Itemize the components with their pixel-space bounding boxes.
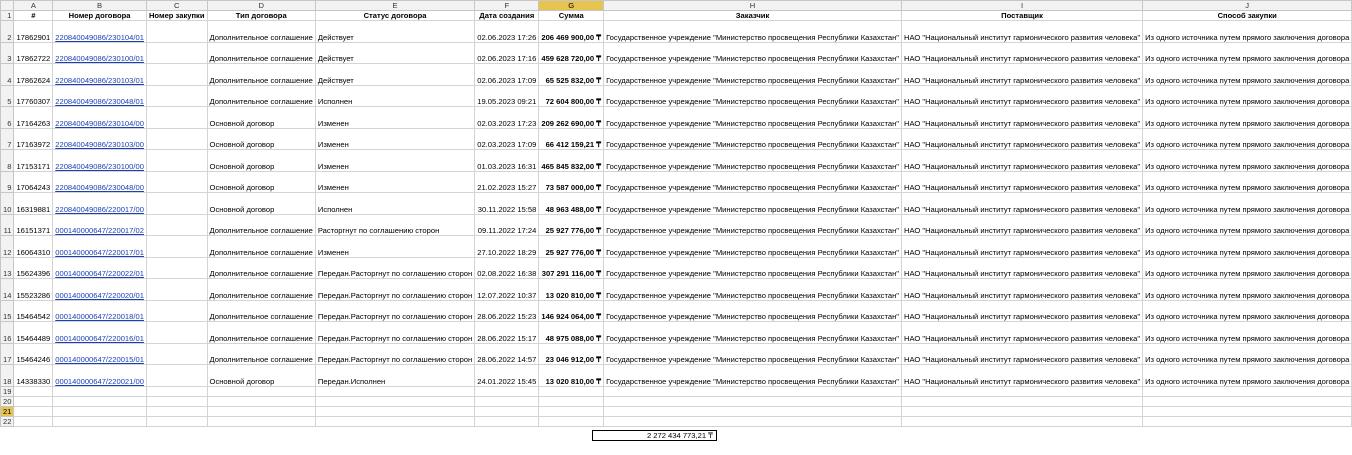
empty-cell[interactable] [1143, 406, 1352, 416]
contract-type-cell[interactable]: Основной договор [207, 193, 315, 215]
table-row [1, 300, 1352, 322]
empty-cell[interactable] [901, 416, 1142, 426]
empty-row [1, 416, 1352, 426]
header-cell[interactable]: Дата создания [475, 11, 539, 21]
supplier-cell[interactable]: НАО "Национальный институт гармонического развития человека" [901, 257, 1142, 279]
contract-type-cell[interactable]: Дополнительное соглашение [207, 214, 315, 236]
column-header-a[interactable]: A [14, 1, 53, 11]
empty-cell[interactable] [604, 386, 902, 396]
id-cell[interactable]: 16319881 [14, 193, 53, 215]
header-cell[interactable]: Поставщик [901, 11, 1142, 21]
header-cell[interactable]: Способ закупки [1143, 11, 1352, 21]
id-cell[interactable]: 15464542 [14, 300, 53, 322]
empty-cell[interactable] [475, 386, 539, 396]
sum-cell[interactable]: 13 020 810,00 ₸ [539, 279, 604, 301]
contract-type-cell[interactable]: Основной договор [207, 365, 315, 387]
empty-cell[interactable] [604, 416, 902, 426]
created-date-cell[interactable]: 30.11.2022 15:58 [475, 193, 539, 215]
procurement-method-cell[interactable]: Из одного источника путем прямого заключения договора [1143, 42, 1352, 64]
id-cell[interactable]: 15464489 [14, 322, 53, 344]
sum-cell[interactable]: 48 963 488,00 ₸ [539, 193, 604, 215]
column-header-e[interactable]: E [315, 1, 474, 11]
supplier-cell[interactable]: НАО "Национальный институт гармонического развития человека" [901, 128, 1142, 150]
header-cell[interactable]: Сумма [539, 11, 604, 21]
created-date-cell[interactable]: 27.10.2022 18:29 [475, 236, 539, 258]
customer-cell[interactable]: Государственное учреждение "Министерство просвещения Республики Казахстан" [604, 21, 902, 43]
row-header[interactable]: 11 [1, 214, 14, 236]
contract-type-cell[interactable]: Основной договор [207, 128, 315, 150]
table-row [1, 171, 1352, 193]
column-header-c[interactable]: C [146, 1, 207, 11]
contract-number-link[interactable]: 220840049086/220017/00 [53, 193, 147, 215]
empty-cell[interactable] [1143, 386, 1352, 396]
contract-status-cell[interactable]: Передан.Расторгнут по соглашению сторон [315, 300, 474, 322]
sum-cell[interactable]: 25 927 776,00 ₸ [539, 214, 604, 236]
row-header[interactable]: 8 [1, 150, 14, 172]
procurement-method-cell[interactable]: Из одного источника путем прямого заключения договора [1143, 279, 1352, 301]
supplier-cell[interactable]: НАО "Национальный институт гармонического развития человека" [901, 279, 1142, 301]
supplier-cell[interactable]: НАО "Национальный институт гармонического развития человека" [901, 107, 1142, 129]
contract-type-cell[interactable]: Основной договор [207, 171, 315, 193]
column-header-j[interactable]: J [1143, 1, 1352, 11]
supplier-cell[interactable]: НАО "Национальный институт гармонического развития человека" [901, 236, 1142, 258]
column-header-b[interactable]: B [53, 1, 147, 11]
empty-cell[interactable] [901, 396, 1142, 406]
supplier-cell[interactable]: НАО "Национальный институт гармонического развития человека" [901, 42, 1142, 64]
column-header-g[interactable]: G [539, 1, 604, 11]
created-date-cell[interactable]: 02.06.2023 17:09 [475, 64, 539, 86]
contract-number-link[interactable]: 220840049086/230103/01 [53, 64, 147, 86]
id-cell[interactable]: 17064243 [14, 171, 53, 193]
empty-cell[interactable] [1143, 396, 1352, 406]
empty-cell[interactable] [207, 416, 315, 426]
header-cell[interactable]: Тип договора [207, 11, 315, 21]
contract-status-cell[interactable]: Исполнен [315, 193, 474, 215]
procurement-number-cell[interactable] [146, 257, 207, 279]
empty-cell[interactable] [207, 386, 315, 396]
id-cell[interactable]: 14338330 [14, 365, 53, 387]
empty-cell[interactable] [207, 406, 315, 416]
empty-cell[interactable] [14, 406, 53, 416]
sum-cell[interactable]: 65 525 832,00 ₸ [539, 64, 604, 86]
id-cell[interactable]: 17862624 [14, 64, 53, 86]
empty-cell[interactable] [475, 396, 539, 406]
empty-cell[interactable] [315, 406, 474, 416]
procurement-method-cell[interactable]: Из одного источника путем прямого заключения договора [1143, 150, 1352, 172]
empty-cell[interactable] [604, 396, 902, 406]
created-date-cell[interactable]: 01.03.2023 16:31 [475, 150, 539, 172]
table-row [1, 279, 1352, 301]
row-header[interactable]: 15 [1, 300, 14, 322]
empty-cell[interactable] [53, 406, 147, 416]
supplier-cell[interactable]: НАО "Национальный институт гармонического развития человека" [901, 193, 1142, 215]
procurement-number-cell[interactable] [146, 236, 207, 258]
row-header[interactable]: 20 [1, 396, 14, 406]
sum-cell[interactable]: 13 020 810,00 ₸ [539, 365, 604, 387]
header-cell[interactable]: Статус договора [315, 11, 474, 21]
procurement-method-cell[interactable]: Из одного источника путем прямого заключения договора [1143, 214, 1352, 236]
customer-cell[interactable]: Государственное учреждение "Министерство просвещения Республики Казахстан" [604, 300, 902, 322]
contract-number-link[interactable]: 000140000647/220021/00 [53, 365, 147, 387]
row-header[interactable]: 3 [1, 42, 14, 64]
sum-cell[interactable]: 206 469 900,00 ₸ [539, 21, 604, 43]
customer-cell[interactable]: Государственное учреждение "Министерство просвещения Республики Казахстан" [604, 279, 902, 301]
contract-number-link[interactable]: 220840049086/230048/00 [53, 171, 147, 193]
customer-cell[interactable]: Государственное учреждение "Министерство просвещения Республики Казахстан" [604, 150, 902, 172]
procurement-number-cell[interactable] [146, 193, 207, 215]
supplier-cell[interactable]: НАО "Национальный институт гармонического развития человека" [901, 365, 1142, 387]
customer-cell[interactable]: Государственное учреждение "Министерство просвещения Республики Казахстан" [604, 365, 902, 387]
empty-cell[interactable] [146, 416, 207, 426]
supplier-cell[interactable]: НАО "Национальный институт гармонического развития человека" [901, 64, 1142, 86]
table-row [1, 42, 1352, 64]
customer-cell[interactable]: Государственное учреждение "Министерство просвещения Республики Казахстан" [604, 107, 902, 129]
empty-cell[interactable] [53, 386, 147, 396]
table-row [1, 107, 1352, 129]
contract-number-link[interactable]: 000140000647/220017/01 [53, 236, 147, 258]
procurement-method-cell[interactable]: Из одного источника путем прямого заключения договора [1143, 107, 1352, 129]
contract-status-cell[interactable]: Изменен [315, 107, 474, 129]
empty-cell[interactable] [14, 416, 53, 426]
contract-status-cell[interactable]: Изменен [315, 150, 474, 172]
table-row [1, 21, 1352, 43]
procurement-method-cell[interactable]: Из одного источника путем прямого заключения договора [1143, 21, 1352, 43]
row-header[interactable]: 6 [1, 107, 14, 129]
contract-status-cell[interactable]: Передан.Расторгнут по соглашению сторон [315, 343, 474, 365]
empty-cell[interactable] [604, 406, 902, 416]
created-date-cell[interactable]: 02.03.2023 17:23 [475, 107, 539, 129]
empty-cell[interactable] [14, 386, 53, 396]
table-row [1, 214, 1352, 236]
procurement-method-cell[interactable]: Из одного источника путем прямого заключения договора [1143, 365, 1352, 387]
contract-number-link[interactable]: 000140000647/220018/01 [53, 300, 147, 322]
supplier-cell[interactable]: НАО "Национальный институт гармонического развития человека" [901, 343, 1142, 365]
column-header-row [1, 1, 1352, 11]
row-header[interactable]: 5 [1, 85, 14, 107]
header-cell[interactable]: # [14, 11, 53, 21]
sum-cell[interactable]: 25 927 776,00 ₸ [539, 236, 604, 258]
sum-cell[interactable]: 209 262 690,00 ₸ [539, 107, 604, 129]
contract-number-link[interactable]: 000140000647/220017/02 [53, 214, 147, 236]
procurement-number-cell[interactable] [146, 214, 207, 236]
table-row [1, 85, 1352, 107]
empty-cell[interactable] [1143, 416, 1352, 426]
procurement-number-cell[interactable] [146, 343, 207, 365]
header-row [1, 11, 1352, 21]
supplier-cell[interactable]: НАО "Национальный институт гармонического развития человека" [901, 171, 1142, 193]
empty-cell[interactable] [475, 406, 539, 416]
contract-status-cell[interactable]: Передан.Расторгнут по соглашению сторон [315, 257, 474, 279]
contract-status-cell[interactable]: Изменен [315, 171, 474, 193]
empty-cell[interactable] [146, 386, 207, 396]
procurement-number-cell[interactable] [146, 171, 207, 193]
created-date-cell[interactable]: 28.06.2022 15:23 [475, 300, 539, 322]
supplier-cell[interactable]: НАО "Национальный институт гармонического развития человека" [901, 85, 1142, 107]
procurement-method-cell[interactable]: Из одного источника путем прямого заключения договора [1143, 171, 1352, 193]
contract-number-link[interactable]: 220840049086/230103/00 [53, 128, 147, 150]
contract-status-cell[interactable]: Расторгнут по соглашению сторон [315, 214, 474, 236]
empty-cell[interactable] [475, 416, 539, 426]
contract-type-cell[interactable]: Дополнительное соглашение [207, 300, 315, 322]
row-header[interactable]: 17 [1, 343, 14, 365]
sum-cell[interactable]: 307 291 116,00 ₸ [539, 257, 604, 279]
row-header[interactable]: 22 [1, 416, 14, 426]
header-cell[interactable]: Номер договора [53, 11, 147, 21]
procurement-number-cell[interactable] [146, 300, 207, 322]
row-header-1[interactable]: 1 [1, 11, 14, 21]
contract-number-link[interactable]: 220840049086/230100/00 [53, 150, 147, 172]
id-cell[interactable]: 16151371 [14, 214, 53, 236]
created-date-cell[interactable]: 02.06.2023 17:26 [475, 21, 539, 43]
header-cell[interactable]: Заказчик [604, 11, 902, 21]
procurement-number-cell[interactable] [146, 365, 207, 387]
empty-cell[interactable] [539, 386, 604, 396]
id-cell[interactable]: 16064310 [14, 236, 53, 258]
contract-status-cell[interactable]: Действует [315, 64, 474, 86]
empty-cell[interactable] [539, 416, 604, 426]
sum-cell[interactable]: 465 845 832,00 ₸ [539, 150, 604, 172]
created-date-cell[interactable]: 09.11.2022 17:24 [475, 214, 539, 236]
contract-number-link[interactable]: 220840049086/230100/01 [53, 42, 147, 64]
contract-number-link[interactable]: 000140000647/220016/01 [53, 322, 147, 344]
contract-status-cell[interactable]: Исполнен [315, 85, 474, 107]
sum-cell[interactable]: 48 975 088,00 ₸ [539, 322, 604, 344]
table-row [1, 365, 1352, 387]
procurement-method-cell[interactable]: Из одного источника путем прямого заключения договора [1143, 193, 1352, 215]
id-cell[interactable]: 15464246 [14, 343, 53, 365]
procurement-number-cell[interactable] [146, 85, 207, 107]
contract-type-cell[interactable]: Основной договор [207, 107, 315, 129]
empty-cell[interactable] [901, 386, 1142, 396]
total-sum-cell[interactable]: 2 272 434 773,21 ₸ [592, 430, 717, 441]
contract-status-cell[interactable]: Действует [315, 42, 474, 64]
procurement-method-cell[interactable]: Из одного источника путем прямого заключения договора [1143, 236, 1352, 258]
column-header-f[interactable]: F [475, 1, 539, 11]
contract-number-link[interactable]: 220840049086/230104/00 [53, 107, 147, 129]
created-date-cell[interactable]: 24.01.2022 15:45 [475, 365, 539, 387]
empty-cell[interactable] [53, 396, 147, 406]
supplier-cell[interactable]: НАО "Национальный институт гармонического развития человека" [901, 300, 1142, 322]
supplier-cell[interactable]: НАО "Национальный институт гармонического развития человека" [901, 214, 1142, 236]
procurement-number-cell[interactable] [146, 107, 207, 129]
procurement-number-cell[interactable] [146, 21, 207, 43]
table-row [1, 193, 1352, 215]
procurement-method-cell[interactable]: Из одного источника путем прямого заключения договора [1143, 257, 1352, 279]
row-header[interactable]: 2 [1, 21, 14, 43]
id-cell[interactable]: 17164263 [14, 107, 53, 129]
sum-cell[interactable]: 72 604 800,00 ₸ [539, 85, 604, 107]
created-date-cell[interactable]: 02.08.2022 16:38 [475, 257, 539, 279]
empty-cell[interactable] [146, 406, 207, 416]
row-header[interactable]: 21 [1, 406, 14, 416]
contract-type-cell[interactable]: Дополнительное соглашение [207, 21, 315, 43]
empty-row [1, 406, 1352, 416]
contract-type-cell[interactable]: Основной договор [207, 150, 315, 172]
supplier-cell[interactable]: НАО "Национальный институт гармонического развития человека" [901, 322, 1142, 344]
row-header[interactable]: 10 [1, 193, 14, 215]
empty-cell[interactable] [315, 416, 474, 426]
created-date-cell[interactable]: 21.02.2023 15:27 [475, 171, 539, 193]
contract-type-cell[interactable]: Дополнительное соглашение [207, 42, 315, 64]
empty-cell[interactable] [14, 396, 53, 406]
id-cell[interactable]: 17163972 [14, 128, 53, 150]
column-header-i[interactable]: I [901, 1, 1142, 11]
contract-number-link[interactable]: 000140000647/220015/01 [53, 343, 147, 365]
contract-type-cell[interactable]: Дополнительное соглашение [207, 279, 315, 301]
procurement-number-cell[interactable] [146, 322, 207, 344]
procurement-number-cell[interactable] [146, 150, 207, 172]
row-header[interactable]: 9 [1, 171, 14, 193]
customer-cell[interactable]: Государственное учреждение "Министерство просвещения Республики Казахстан" [604, 64, 902, 86]
supplier-cell[interactable]: НАО "Национальный институт гармонического развития человека" [901, 150, 1142, 172]
table-row [1, 150, 1352, 172]
customer-cell[interactable]: Государственное учреждение "Министерство просвещения Республики Казахстан" [604, 257, 902, 279]
column-header-d[interactable]: D [207, 1, 315, 11]
table-row [1, 128, 1352, 150]
column-header-h[interactable]: H [604, 1, 902, 11]
procurement-number-cell[interactable] [146, 279, 207, 301]
row-header[interactable]: 13 [1, 257, 14, 279]
created-date-cell[interactable]: 28.06.2022 15:17 [475, 322, 539, 344]
contract-status-cell[interactable]: Изменен [315, 236, 474, 258]
customer-cell[interactable]: Государственное учреждение "Министерство просвещения Республики Казахстан" [604, 171, 902, 193]
created-date-cell[interactable]: 02.06.2023 17:16 [475, 42, 539, 64]
empty-cell[interactable] [207, 396, 315, 406]
empty-cell[interactable] [539, 396, 604, 406]
created-date-cell[interactable]: 19.05.2023 09:21 [475, 85, 539, 107]
table-row [1, 343, 1352, 365]
contract-number-link[interactable]: 220840049086/230104/01 [53, 21, 147, 43]
supplier-cell[interactable]: НАО "Национальный институт гармонического развития человека" [901, 21, 1142, 43]
procurement-method-cell[interactable]: Из одного источника путем прямого заключения договора [1143, 322, 1352, 344]
procurement-number-cell[interactable] [146, 42, 207, 64]
sum-cell[interactable]: 73 587 000,00 ₸ [539, 171, 604, 193]
procurement-number-cell[interactable] [146, 64, 207, 86]
empty-cell[interactable] [901, 406, 1142, 416]
procurement-method-cell[interactable]: Из одного источника путем прямого заключения договора [1143, 343, 1352, 365]
id-cell[interactable]: 15523286 [14, 279, 53, 301]
contract-type-cell[interactable]: Дополнительное соглашение [207, 343, 315, 365]
contract-type-cell[interactable]: Дополнительное соглашение [207, 85, 315, 107]
created-date-cell[interactable]: 12.07.2022 10:37 [475, 279, 539, 301]
contract-type-cell[interactable]: Дополнительное соглашение [207, 64, 315, 86]
created-date-cell[interactable]: 02.03.2023 17:09 [475, 128, 539, 150]
table-row [1, 236, 1352, 258]
empty-row [1, 396, 1352, 406]
procurement-number-cell[interactable] [146, 128, 207, 150]
contract-status-cell[interactable]: Действует [315, 21, 474, 43]
created-date-cell[interactable]: 28.06.2022 14:57 [475, 343, 539, 365]
contract-status-cell[interactable]: Передан.Расторгнут по соглашению сторон [315, 322, 474, 344]
contract-number-link[interactable]: 000140000647/220022/01 [53, 257, 147, 279]
row-header[interactable]: 16 [1, 322, 14, 344]
contract-number-link[interactable]: 000140000647/220020/01 [53, 279, 147, 301]
customer-cell[interactable]: Государственное учреждение "Министерство просвещения Республики Казахстан" [604, 85, 902, 107]
customer-cell[interactable]: Государственное учреждение "Министерство просвещения Республики Казахстан" [604, 42, 902, 64]
procurement-method-cell[interactable]: Из одного источника путем прямого заключения договора [1143, 300, 1352, 322]
empty-cell[interactable] [53, 416, 147, 426]
contract-status-cell[interactable]: Передан.Расторгнут по соглашению сторон [315, 279, 474, 301]
contract-type-cell[interactable]: Дополнительное соглашение [207, 322, 315, 344]
select-all-corner[interactable] [1, 1, 14, 11]
customer-cell[interactable]: Государственное учреждение "Министерство просвещения Республики Казахстан" [604, 322, 902, 344]
contract-type-cell[interactable]: Дополнительное соглашение [207, 236, 315, 258]
customer-cell[interactable]: Государственное учреждение "Министерство просвещения Республики Казахстан" [604, 214, 902, 236]
id-cell[interactable]: 17862722 [14, 42, 53, 64]
id-cell[interactable]: 15624396 [14, 257, 53, 279]
procurement-method-cell[interactable]: Из одного источника путем прямого заключения договора [1143, 64, 1352, 86]
empty-cell[interactable] [539, 406, 604, 416]
customer-cell[interactable]: Государственное учреждение "Министерство просвещения Республики Казахстан" [604, 193, 902, 215]
customer-cell[interactable]: Государственное учреждение "Министерство просвещения Республики Казахстан" [604, 236, 902, 258]
procurement-method-cell[interactable]: Из одного источника путем прямого заключения договора [1143, 85, 1352, 107]
id-cell[interactable]: 17862901 [14, 21, 53, 43]
sum-cell[interactable]: 66 412 159,21 ₸ [539, 128, 604, 150]
contract-type-cell[interactable]: Дополнительное соглашение [207, 257, 315, 279]
row-header[interactable]: 7 [1, 128, 14, 150]
procurement-method-cell[interactable]: Из одного источника путем прямого заключения договора [1143, 128, 1352, 150]
row-header[interactable]: 18 [1, 365, 14, 387]
empty-cell[interactable] [146, 396, 207, 406]
empty-row [1, 386, 1352, 396]
table-row [1, 64, 1352, 86]
sum-cell[interactable]: 146 924 064,00 ₸ [539, 300, 604, 322]
id-cell[interactable]: 17760307 [14, 85, 53, 107]
row-header[interactable]: 4 [1, 64, 14, 86]
empty-cell[interactable] [315, 396, 474, 406]
row-header[interactable]: 12 [1, 236, 14, 258]
id-cell[interactable]: 17153171 [14, 150, 53, 172]
contract-status-cell[interactable]: Изменен [315, 128, 474, 150]
row-header[interactable]: 19 [1, 386, 14, 396]
contract-number-link[interactable]: 220840049086/230048/01 [53, 85, 147, 107]
table-row [1, 322, 1352, 344]
row-header[interactable]: 14 [1, 279, 14, 301]
sum-cell[interactable]: 23 046 912,00 ₸ [539, 343, 604, 365]
customer-cell[interactable]: Государственное учреждение "Министерство просвещения Республики Казахстан" [604, 128, 902, 150]
contract-status-cell[interactable]: Передан.Исполнен [315, 365, 474, 387]
empty-cell[interactable] [315, 386, 474, 396]
customer-cell[interactable]: Государственное учреждение "Министерство просвещения Республики Казахстан" [604, 343, 902, 365]
table-row [1, 257, 1352, 279]
header-cell[interactable]: Номер закупки [146, 11, 207, 21]
sum-cell[interactable]: 459 628 720,00 ₸ [539, 42, 604, 64]
